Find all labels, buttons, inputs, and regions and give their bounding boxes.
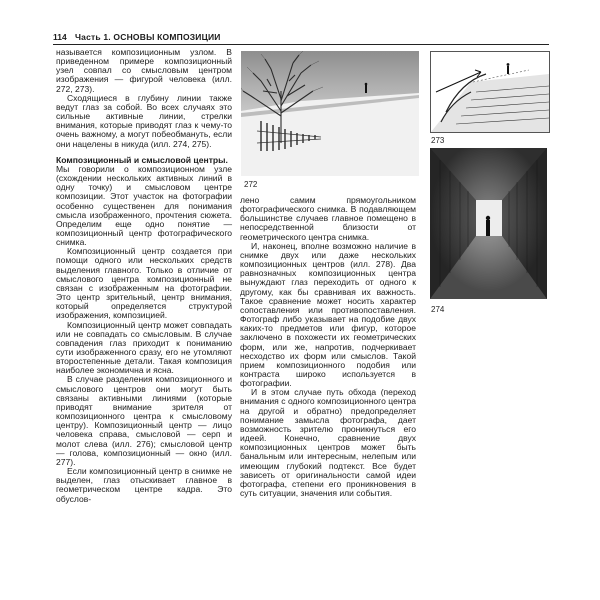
paragraph: В случае разделения композиционного и смыслового центров они могут быть связаны активными линиями (которые приводят внимание зрителя от композиционного центра к смысловому центру). Композиционный центр — лицо человека справа, смысловой — серп и молот слева (илл. 276); смысловой центр — голова, композиционный — окно (илл. 277). — [56, 374, 232, 467]
text-column-left — [56, 48, 232, 504]
paragraph: Если композиционный центр в снимке не выделен, глаз отыскивает главное в геометрическом центре кадра. Это обуслов- — [56, 466, 232, 504]
paragraph: Сходящиеся в глубину линии также ведут глаз за собой. Во всех случаях это сильные активные линии, стрелки внимания, которые приводят глаз к чему-то очень важному, а могут побеобмануть, если они нацелены в никуда (илл. 274, 275). — [56, 92, 232, 149]
paragraph: И, наконец, вполне возможно наличие в снимке двух или даже нескольких композиционных центров (илл. 278). Два равнозначных композиционных центра вынуждают глаз переходить от одного к другому, как бы сравнивая их важность. Такое сравнение может носить характер сопоставления или противопоставления. Фотограф либо указывает на подобие двух каких-то предметов или фигур, которое заключено в похожести их геометрических форм, или же, напротив, подчеркивает несходство их форм или смыслов. Такой прием композиционного подобия или контраста широко используется в фотографии. — [240, 240, 416, 389]
paragraph: называется композиционным узлом. В приведенном примере композиционный узел совпал со смысловым центром изображения — фигурой человека (илл. 272, 273). — [56, 47, 232, 94]
paragraph: И в этом случае путь обхода (переход внимания с одного композиционного центра на другой и обратно) предопределяет понимание замысла фотографа, дает возможность зрителю проникнуться его идеей. Конечно, сравнение двух композиционных центров может быть банальным или интересным, нелепым или имеющим глубокий подтекст. Все будет зависеть от оригинальности самой идеи фотографа, степени его проникновения в суть ситуации, значения или события. — [240, 387, 416, 498]
diagram-sketch — [430, 51, 550, 133]
photo-winter-fence-tree — [241, 51, 419, 176]
photo-corridor-figure — [430, 148, 547, 299]
page-number: 114 — [53, 32, 67, 42]
caption-274: 274 — [431, 305, 445, 314]
text-column-right — [240, 196, 416, 498]
paragraph: Мы говорили о композиционном узле (схождении нескольких активных линий в одну точку) и смысловом центре композиции. Этот участок на фотографии особенно существенен для понимания смысла изображенного, прочтения сюжета. Определим еще одно понятие — композиционный центр фотографического снимка. — [56, 163, 232, 248]
caption-273: 273 — [431, 136, 445, 145]
running-header — [53, 30, 549, 45]
paragraph: Композиционный центр создается при помощи одного или нескольких средств выделения главного. Только в отличие от смыслового центра композиционный не связан с изображенным на фотографии. Это центр зрительный, центр внимания, который определяется структурой изображения, композицией. — [56, 246, 232, 321]
caption-272: 272 — [244, 180, 258, 189]
paragraph: лено самим прямоугольником фотографического снимка. В подавляющем большинстве случаев главное помещено в непосредственной близости от геометрического центра снимка. — [240, 195, 416, 242]
paragraph: Композиционный центр может совпадать или не совпадать со смысловым. В случае совпадения глаз приходит к пониманию сути изображенного сразу, его не утомляют второстепенные детали. Такая композиция наиболее экономична и ясна. — [56, 319, 232, 376]
chapter-title: Часть 1. ОСНОВЫ КОМПОЗИЦИИ — [75, 32, 221, 42]
section-heading: Композиционный и смысловой центры. — [56, 154, 228, 165]
